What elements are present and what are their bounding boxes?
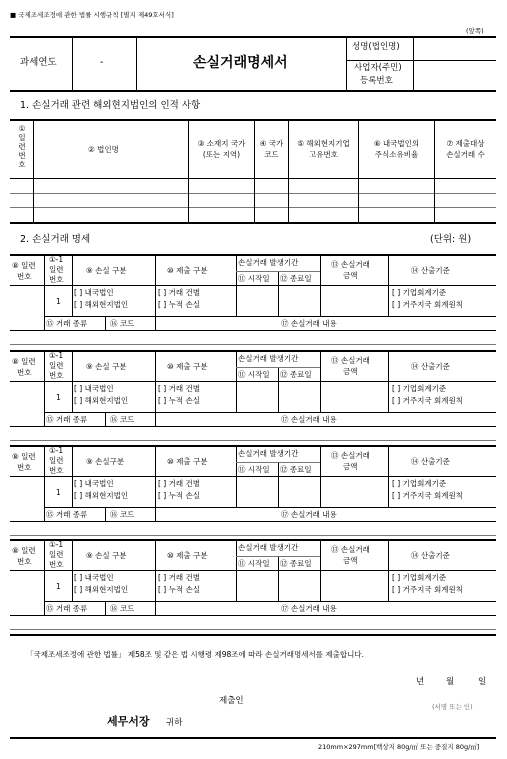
checkbox-overseas[interactable]: [ ] 해외현지법인 — [74, 585, 129, 594]
checkbox-cumulative[interactable]: [ ] 누적 손실 — [158, 396, 200, 405]
header-divider — [346, 37, 347, 90]
submitter-label: 제출인 — [219, 696, 244, 706]
section1-row-divider — [10, 193, 496, 194]
grid-hline — [44, 601, 496, 602]
grid-hline — [10, 440, 496, 441]
section1-col-divider — [254, 120, 255, 222]
loss-type-label: ⑨ 손실 구분 — [86, 551, 127, 560]
subserial-label: 번호 — [49, 466, 64, 475]
grid-vline — [236, 255, 237, 316]
name-label: 성명(법인명) — [352, 42, 400, 52]
grid-hline — [10, 535, 496, 536]
date-year: 년 — [416, 677, 425, 687]
section1-heading: 1. 손실거래 관련 해외현지법인의 인적 사항 — [20, 100, 201, 111]
section1-row-divider — [10, 207, 496, 208]
checkbox-corp-accounting[interactable]: [ ] 기업회계기준 — [392, 479, 447, 488]
bizno-label-1: 사업자(주민) — [354, 63, 402, 73]
grid-hline — [10, 521, 496, 522]
grid-vline — [320, 540, 321, 601]
trade-type-label: ⑮ 거래 종류 — [46, 510, 88, 519]
section2-heading: 2. 손실거래 명세 — [20, 234, 91, 245]
loss-type-label: ⑨ 손실구분 — [86, 457, 125, 466]
grid-hline — [10, 570, 496, 571]
grid-hline — [44, 507, 496, 508]
footer-border — [10, 737, 496, 739]
checkbox-overseas[interactable]: [ ] 해외현지법인 — [74, 396, 129, 405]
page-title: 손실거래명세서 — [193, 55, 288, 71]
grid-hline — [10, 476, 496, 477]
start-date-label: ⑪ 시작일 — [238, 274, 270, 283]
header-divider — [413, 37, 414, 90]
submit-type-label: ⑩ 제출 구분 — [167, 551, 208, 560]
section1-col-divider — [434, 120, 435, 222]
grid-hline — [236, 462, 320, 463]
start-date-label: ⑪ 시작일 — [238, 559, 270, 568]
header-divider — [72, 37, 73, 90]
col-location-line2: (또는 지역) — [202, 149, 241, 159]
section1-col-divider — [358, 120, 359, 222]
section1-top-border — [10, 119, 496, 121]
serial-label: 번호 — [17, 557, 32, 566]
serial-label: ⑧ 일련 — [12, 261, 36, 270]
section1-bottom-border — [10, 222, 496, 224]
grid-vline — [155, 316, 156, 330]
grid-vline — [236, 351, 237, 412]
subserial-label: 번호 — [49, 560, 64, 569]
sub-serial-value: 1 — [56, 297, 61, 306]
grid-vline — [388, 351, 389, 412]
grid-vline — [236, 540, 237, 601]
basis-label: ⑭ 산출기준 — [411, 362, 450, 371]
checkbox-corp-accounting[interactable]: [ ] 기업회계기준 — [392, 288, 447, 297]
header-top-border — [10, 36, 496, 38]
col-domestic-line2: 주식소유비율 — [374, 149, 419, 159]
grid-vline — [105, 507, 106, 521]
subserial-label: ①-1 — [49, 540, 64, 549]
loss-type-label: ⑨ 손실 구분 — [86, 266, 127, 275]
grid-hline — [10, 350, 496, 352]
grid-hline — [10, 445, 496, 447]
grid-vline — [72, 446, 73, 507]
content-label: ⑰ 손실거래 내용 — [281, 510, 337, 519]
date-month: 월 — [446, 677, 455, 687]
col-unique-id — [289, 140, 358, 158]
basis-label: ⑭ 산출기준 — [411, 266, 450, 275]
checkbox-local-accounting[interactable]: [ ] 거주지국 회계원칙 — [392, 396, 463, 405]
grid-hline — [10, 426, 496, 427]
end-date-label: ⑫ 종료일 — [280, 465, 312, 474]
grid-vline — [320, 446, 321, 507]
grid-vline — [155, 351, 156, 412]
grid-vline — [388, 540, 389, 601]
loss-type-label: ⑨ 손실 구분 — [86, 362, 127, 371]
amount-label: ⑬ 손실거래 — [331, 451, 370, 460]
content-label: ⑰ 손실거래 내용 — [281, 319, 337, 328]
checkbox-domestic[interactable]: [ ] 내국법인 — [74, 384, 114, 393]
grid-hline — [10, 615, 496, 616]
col-domestic-share — [359, 140, 434, 158]
paper-spec: 210mm×297mm[백상지 80g/㎡ 또는 중질지 80g/㎡] — [318, 743, 480, 751]
checkbox-domestic[interactable]: [ ] 내국법인 — [74, 573, 114, 582]
checkbox-single[interactable]: [ ] 거래 건별 — [158, 573, 200, 582]
amount-label: ⑬ 손실거래 — [331, 356, 370, 365]
grid-hline — [10, 330, 496, 331]
col-uid-line1: ⑤ 해외현지기업 — [297, 139, 350, 148]
col-corp-name: ② 법인명 — [88, 145, 119, 154]
grid-vline — [105, 412, 106, 426]
col-location — [189, 140, 254, 158]
grid-vline — [155, 507, 156, 521]
submission-statement: 「국제조세조정에 관한 법률」 제58조 및 같은 법 시행령 제98조에 따라 손실거래명세서를 제출합니다. — [26, 650, 365, 659]
grid-vline — [388, 255, 389, 316]
checkbox-domestic[interactable]: [ ] 내국법인 — [74, 288, 114, 297]
grid-vline — [155, 601, 156, 615]
tax-year-label: 과세연도 — [20, 57, 57, 68]
grid-vline — [388, 446, 389, 507]
amount-label: 금액 — [343, 271, 358, 280]
subserial-label: 일련 — [49, 550, 64, 559]
bizno-label-2: 등록번호 — [360, 76, 393, 86]
grid-vline — [44, 255, 45, 331]
grid-vline — [105, 316, 106, 330]
checkbox-corp-accounting[interactable]: [ ] 기업회계기준 — [392, 573, 447, 582]
trade-type-label: ⑮ 거래 종류 — [46, 604, 88, 613]
code-label: ⑯ 코드 — [110, 319, 135, 328]
sub-serial-value: 1 — [56, 488, 61, 497]
grid-vline — [155, 540, 156, 601]
amount-label: ⑬ 손실거래 — [331, 545, 370, 554]
header-divider — [136, 37, 137, 90]
content-label: ⑰ 손실거래 내용 — [281, 415, 337, 424]
end-date-label: ⑫ 종료일 — [280, 559, 312, 568]
section1-col-divider — [188, 120, 189, 222]
checkbox-overseas[interactable]: [ ] 해외현지법인 — [74, 491, 129, 500]
header-row-divider — [346, 60, 496, 61]
col-loss-count — [435, 140, 496, 158]
content-label: ⑰ 손실거래 내용 — [281, 604, 337, 613]
serial-label: 번호 — [17, 463, 32, 472]
unit-label: (단위: 원) — [430, 234, 472, 245]
grid-vline — [44, 351, 45, 427]
period-label: 손실거래 발생기간 — [238, 449, 299, 458]
date-day: 일 — [478, 677, 487, 687]
subserial-label: 일련 — [49, 265, 64, 274]
checkbox-local-accounting[interactable]: [ ] 거주지국 회계원칙 — [392, 585, 463, 594]
checkbox-single[interactable]: [ ] 거래 건별 — [158, 288, 200, 297]
grid-hline — [10, 254, 496, 256]
grid-hline — [10, 344, 496, 345]
col-uid-line2: 고유번호 — [309, 149, 338, 159]
tax-office-label: 세무서장 — [107, 715, 150, 728]
grid-vline — [72, 540, 73, 601]
grid-hline — [236, 271, 320, 272]
serial-label: ⑧ 일련 — [12, 357, 36, 366]
serial-label: 번호 — [17, 368, 32, 377]
sub-serial-value: 1 — [56, 582, 61, 591]
serial-label: ⑧ 일련 — [12, 452, 36, 461]
checkbox-local-accounting[interactable]: [ ] 거주지국 회계원칙 — [392, 491, 463, 500]
serial-label: 번호 — [17, 272, 32, 281]
period-label: 손실거래 발생기간 — [238, 543, 299, 552]
checkbox-local-accounting[interactable]: [ ] 거주지국 회계원칙 — [392, 300, 463, 309]
grid-vline — [72, 255, 73, 316]
grid-vline — [155, 255, 156, 316]
grid-hline — [44, 412, 496, 413]
col-loss-line1: ⑦ 제출대상 — [446, 139, 485, 148]
grid-vline — [278, 367, 279, 412]
serial-label: ⑧ 일련 — [12, 546, 36, 555]
grid-hline — [10, 381, 496, 382]
checkbox-cumulative[interactable]: [ ] 누적 손실 — [158, 585, 200, 594]
amount-label: 금액 — [343, 556, 358, 565]
amount-label: 금액 — [343, 367, 358, 376]
grid-vline — [278, 271, 279, 316]
grid-hline — [10, 285, 496, 286]
checkbox-overseas[interactable]: [ ] 해외현지법인 — [74, 300, 129, 309]
grid-hline — [236, 556, 320, 557]
section1-header-bottom — [10, 178, 496, 179]
end-date-label: ⑫ 종료일 — [280, 274, 312, 283]
subserial-label: ①-1 — [49, 351, 64, 360]
sub-serial-value: 1 — [56, 393, 61, 402]
col-serial: ① 일 련 번 호 — [18, 124, 26, 169]
col-location-line1: ③ 소재지 국가 — [197, 139, 246, 148]
submit-type-label: ⑩ 제출 구분 — [167, 457, 208, 466]
col-country-line1: ④ 국가 — [259, 139, 284, 148]
start-date-label: ⑪ 시작일 — [238, 465, 270, 474]
form-reference: ■ 국제조세조정에 관한 법률 시행규칙 [별지 제49호서식] — [10, 11, 174, 19]
grid-vline — [155, 446, 156, 507]
subserial-label: 일련 — [49, 456, 64, 465]
grid-vline — [44, 446, 45, 522]
subserial-label: 일련 — [49, 361, 64, 370]
checkbox-single[interactable]: [ ] 거래 건별 — [158, 479, 200, 488]
grid-vline — [236, 446, 237, 507]
col-domestic-line1: ⑥ 내국법인의 — [373, 139, 420, 148]
checkbox-domestic[interactable]: [ ] 내국법인 — [74, 479, 114, 488]
grid-vline — [278, 462, 279, 507]
amount-label: 금액 — [343, 462, 358, 471]
grid-vline — [320, 351, 321, 412]
subserial-label: 번호 — [49, 275, 64, 284]
end-date-label: ⑫ 종료일 — [280, 370, 312, 379]
header-bottom-border — [10, 90, 496, 92]
col-country-code — [255, 140, 288, 158]
code-label: ⑯ 코드 — [110, 415, 135, 424]
trade-type-label: ⑮ 거래 종류 — [46, 415, 88, 424]
period-label: 손실거래 발생기간 — [238, 354, 299, 363]
subserial-label: 번호 — [49, 371, 64, 380]
grid-hline — [10, 629, 496, 630]
code-label: ⑯ 코드 — [110, 510, 135, 519]
grid-vline — [320, 255, 321, 316]
grid-vline — [278, 556, 279, 601]
section1-col-divider — [288, 120, 289, 222]
grid-vline — [105, 601, 106, 615]
col-loss-line2: 손실거래 수 — [446, 149, 485, 159]
checkbox-corp-accounting[interactable]: [ ] 기업회계기준 — [392, 384, 447, 393]
grid-hline — [10, 539, 496, 541]
section2-bottom-border — [10, 634, 496, 636]
period-label: 손실거래 발생기간 — [238, 258, 299, 267]
signature-note: (서명 또는 인) — [432, 703, 473, 711]
checkbox-single[interactable]: [ ] 거래 건별 — [158, 384, 200, 393]
page-side-label: (앞쪽) — [466, 27, 484, 35]
trade-type-label: ⑮ 거래 종류 — [46, 319, 88, 328]
basis-label: ⑭ 산출기준 — [411, 457, 450, 466]
checkbox-cumulative[interactable]: [ ] 누적 손실 — [158, 491, 200, 500]
submit-type-label: ⑩ 제출 구분 — [167, 266, 208, 275]
subserial-label: ①-1 — [49, 255, 64, 264]
col-country-line2: 코드 — [264, 149, 279, 159]
amount-label: ⑬ 손실거래 — [331, 260, 370, 269]
checkbox-cumulative[interactable]: [ ] 누적 손실 — [158, 300, 200, 309]
code-label: ⑯ 코드 — [110, 604, 135, 613]
grid-vline — [72, 351, 73, 412]
grid-hline — [44, 316, 496, 317]
start-date-label: ⑪ 시작일 — [238, 370, 270, 379]
section1-col-divider — [33, 120, 34, 222]
subserial-label: ①-1 — [49, 446, 64, 455]
basis-label: ⑭ 산출기준 — [411, 551, 450, 560]
honorific-label: 귀하 — [166, 718, 183, 728]
grid-hline — [236, 367, 320, 368]
grid-vline — [44, 540, 45, 616]
submit-type-label: ⑩ 제출 구분 — [167, 362, 208, 371]
tax-year-value[interactable]: - — [100, 57, 104, 68]
grid-vline — [155, 412, 156, 426]
